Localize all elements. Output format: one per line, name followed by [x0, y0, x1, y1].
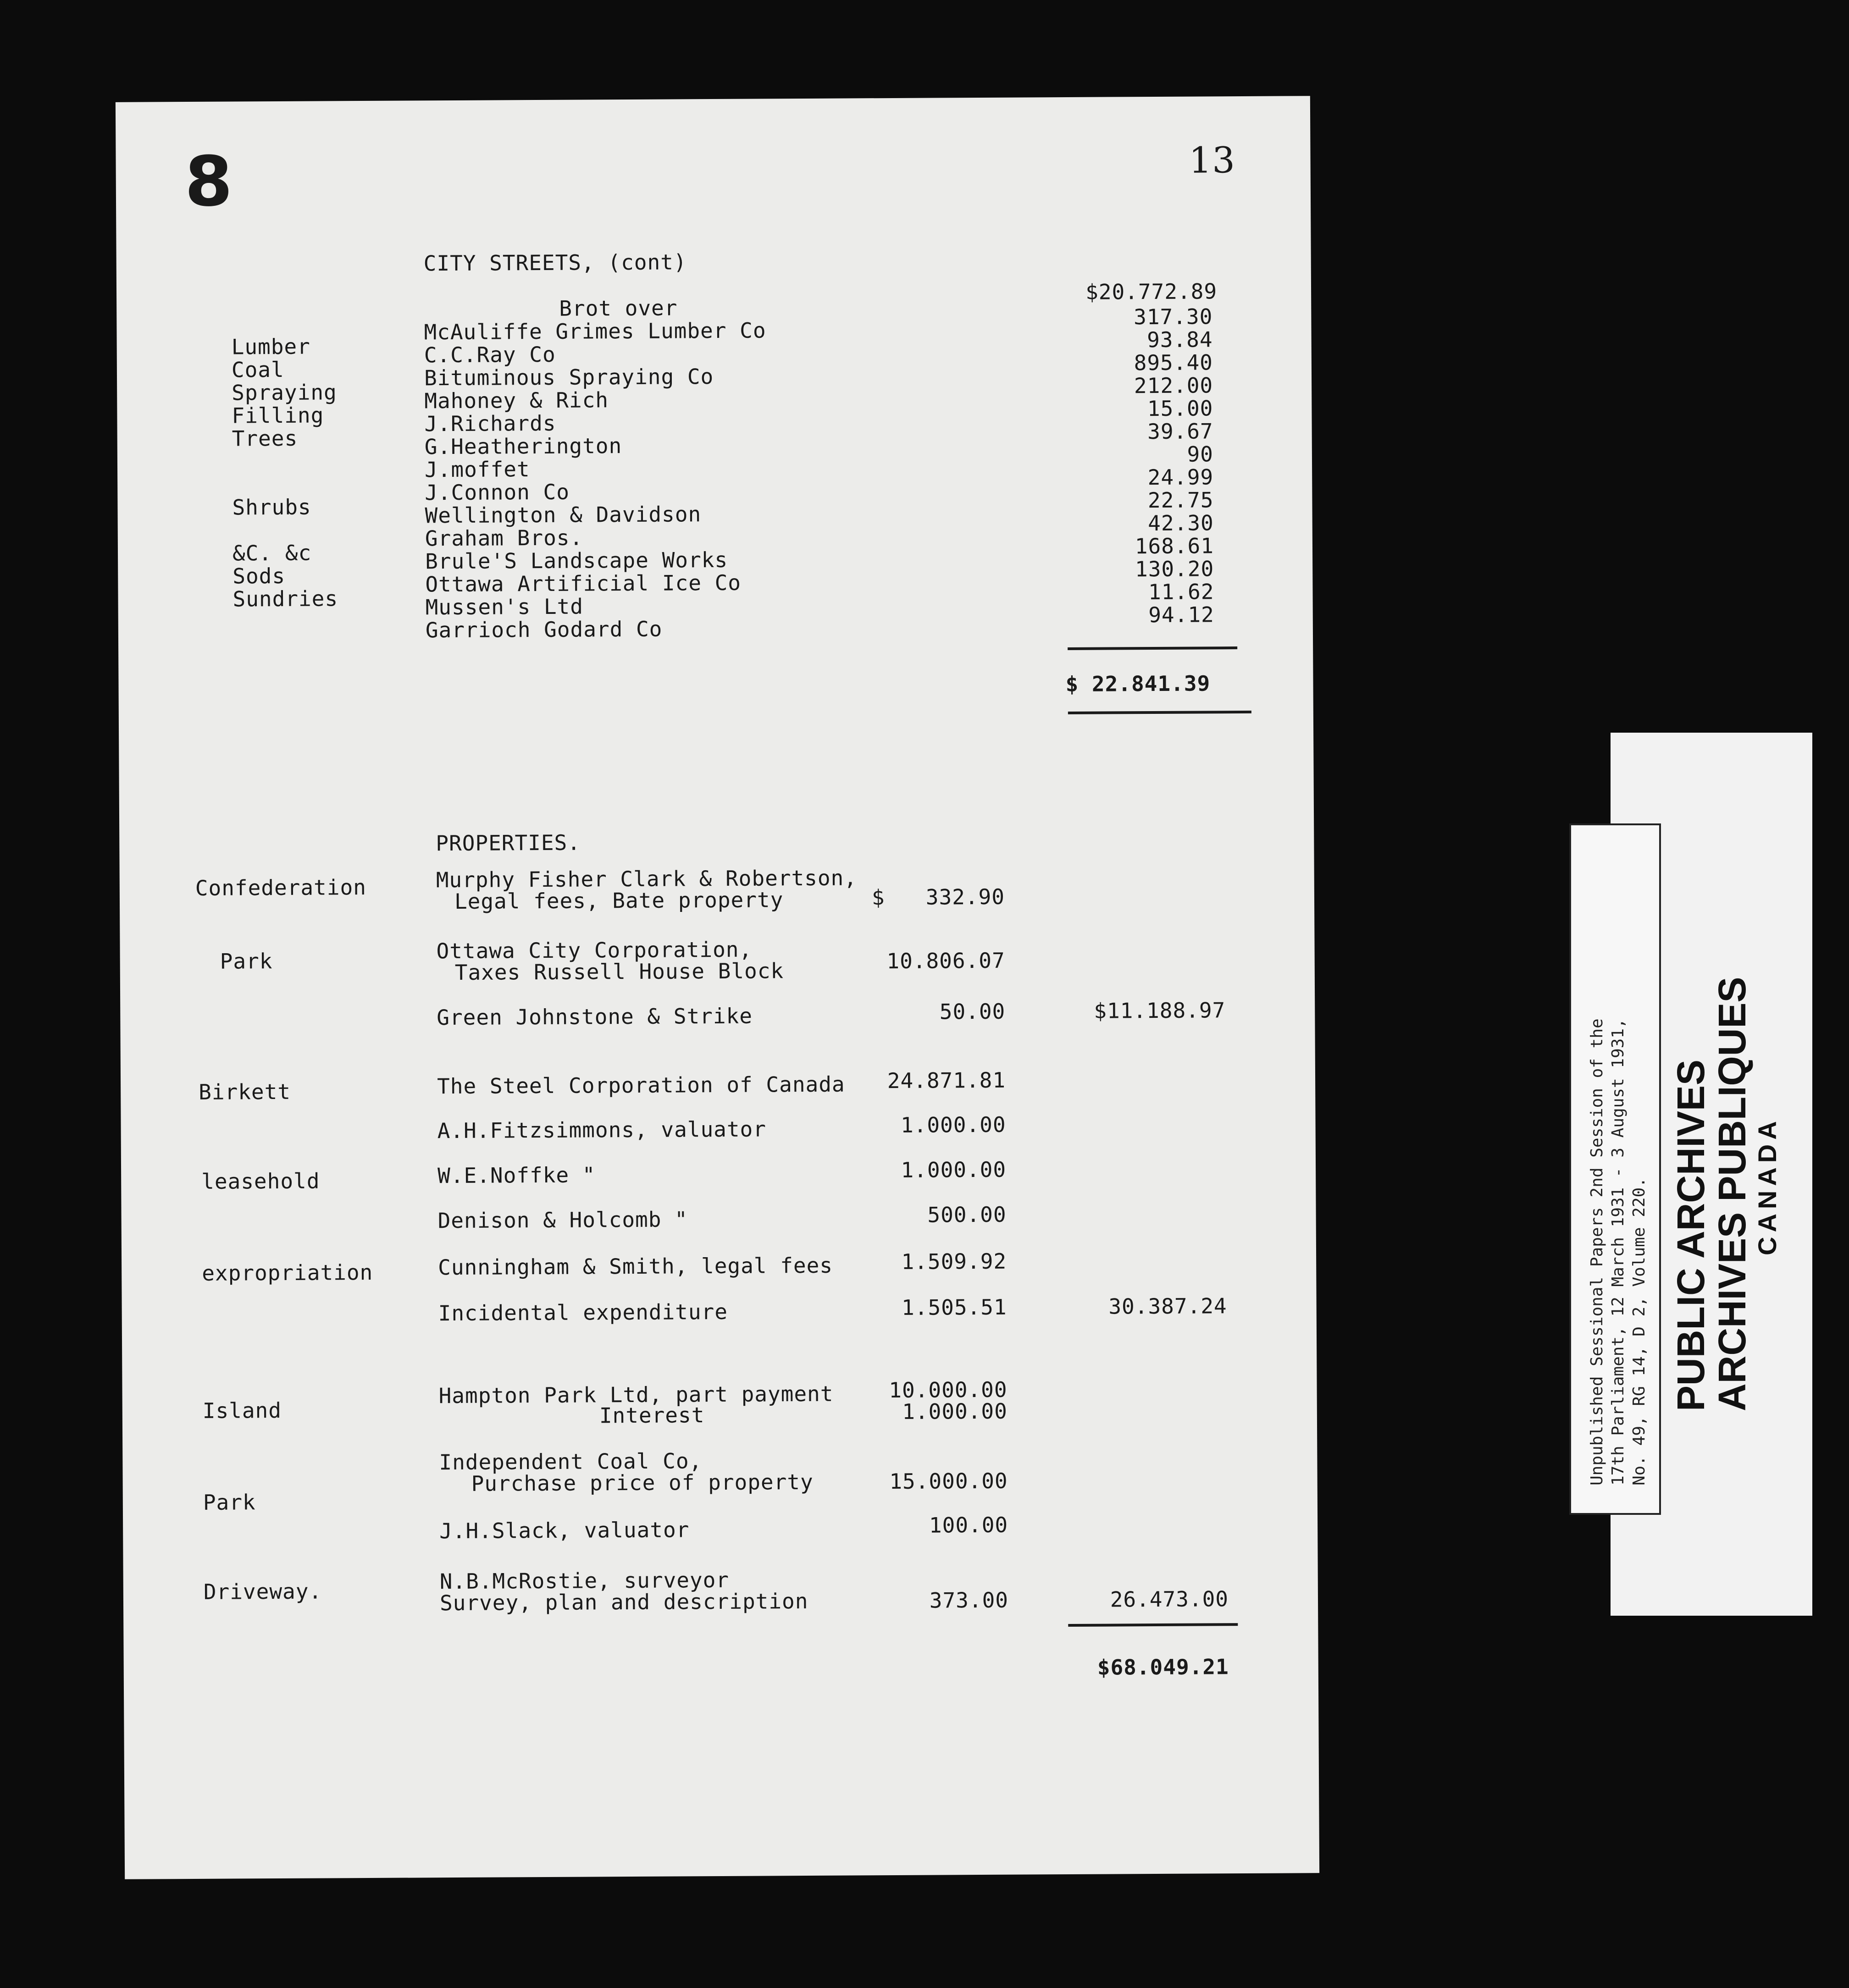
ledger-amount: 42.30 [1148, 510, 1214, 536]
property-item-detail: Survey, plan and description [439, 1588, 808, 1616]
property-item-amount: 10.806.07 [886, 948, 1005, 974]
ledger-amount: 94.12 [1148, 602, 1214, 628]
expropriation-label: expropriation [202, 1259, 373, 1286]
property-item-amount: 100.00 [929, 1512, 1008, 1538]
archive-reference-tab [1569, 823, 1661, 1515]
ledger-amount: 90 [1187, 442, 1214, 467]
property-item-amount: 1.000.00 [902, 1398, 1008, 1424]
ledger-category: Spraying [232, 380, 337, 405]
reference-line: 17th Parliament, 12 March 1931 - 3 August 1931, [1609, 1018, 1628, 1485]
ledger-amount: 39.67 [1147, 419, 1213, 444]
ledger-payee: G.Heatherington [424, 433, 622, 459]
island-park-subtotal: 26.473.00 [1110, 1586, 1229, 1612]
property-item-line: N.B.McRostie, surveyor [439, 1567, 730, 1594]
ledger-amount: 317.30 [1134, 304, 1213, 330]
ledger-amount: 22.75 [1147, 487, 1214, 513]
archive-line-public: PUBLIC ARCHIVES [1669, 1060, 1712, 1411]
ledger-amount: 11.62 [1148, 579, 1214, 605]
property-item-amount: 1.000.00 [901, 1157, 1007, 1182]
archive-line-canada: CANADA [1753, 1116, 1782, 1255]
ledger-category: Coal [231, 357, 284, 382]
property-item-line: W.E.Noffke " [437, 1162, 596, 1188]
ledger-amount: 212.00 [1134, 373, 1213, 398]
property-item-detail: Legal fees, Bate property [454, 887, 784, 914]
property-item-line: Denison & Holcomb " [437, 1207, 688, 1233]
island-label: Island [202, 1397, 282, 1423]
property-item-amount: 1.000.00 [900, 1112, 1006, 1138]
property-item-amount: 15.000.00 [889, 1468, 1008, 1494]
driveway-label: Driveway. [203, 1579, 322, 1604]
property-item-line: A.H.Fitzsimmons, valuator [437, 1116, 767, 1143]
property-item-line: Green Johnstone & Strike [437, 1003, 753, 1030]
ledger-payee: Graham Bros. [425, 525, 583, 551]
property-item-line: Hampton Park Ltd, part payment [438, 1381, 834, 1408]
ledger-payee: Garrioch Godard Co [425, 616, 663, 643]
property-item-amount: 50.00 [939, 999, 1006, 1024]
city-streets-heading: CITY STREETS, (cont) [423, 249, 687, 276]
property-item-line: Interest [599, 1403, 705, 1428]
city-streets-double-rule [1068, 711, 1251, 714]
reference-line: No. 49, RG 14, D 2, Volume 220. [1630, 1177, 1649, 1485]
confederation-label: Confederation [195, 875, 367, 900]
ledger-category: Filling [232, 403, 324, 428]
document-page [116, 96, 1319, 1879]
ledger-payee: J.Connon Co [425, 479, 570, 505]
ledger-category: Sods [233, 563, 286, 589]
property-item-line: Incidental expenditure [438, 1299, 728, 1326]
property-item-amount: 1.505.51 [901, 1294, 1007, 1320]
island-park-label: Park [203, 1490, 256, 1515]
birkett-label: Birkett [199, 1079, 291, 1104]
ledger-category: Trees [232, 425, 298, 451]
ledger-category: Shrubs [232, 494, 311, 520]
reference-line: Unpublished Sessional Papers 2nd Session of the [1588, 1018, 1606, 1485]
property-item-line: Cunningham & Smith, legal fees [438, 1253, 833, 1280]
ledger-amount: 93.84 [1146, 327, 1213, 353]
currency-symbol: $ [871, 885, 885, 910]
ledger-payee: Wellington & Davidson [425, 502, 702, 528]
archive-line-publiques: ARCHIVES PUBLIQUES [1711, 977, 1754, 1411]
brought-over-amount: $20.772.89 [1085, 279, 1218, 304]
ledger-payee: McAuliffe Grimes Lumber Co [424, 318, 766, 345]
property-item-detail: Purchase price of property [471, 1469, 814, 1496]
property-item-amount: 373.00 [929, 1587, 1009, 1613]
ledger-payee: J.Richards [424, 410, 556, 436]
properties-heading: PROPERTIES. [436, 830, 581, 856]
ledger-amount: 130.20 [1135, 556, 1214, 582]
property-item-line: J.H.Slack, valuator [439, 1517, 690, 1544]
ledger-payee: Ottawa Artificial Ice Co [425, 570, 742, 597]
ledger-payee: C.C.Ray Co [424, 342, 556, 368]
property-item-amount: 332.90 [925, 884, 1005, 910]
property-item-amount: 1.509.92 [901, 1248, 1007, 1274]
brought-over-label: Brot over [559, 295, 678, 321]
ledger-payee: Brule'S Landscape Works [425, 547, 728, 574]
city-streets-total: $ 22.841.39 [1065, 671, 1211, 697]
property-item-line: The Steel Corporation of Canada [437, 1071, 845, 1099]
ledger-payee: Bituminous Spraying Co [424, 364, 714, 391]
property-item-detail: Taxes Russell House Block [454, 958, 784, 985]
left-page-mark: 8 [184, 142, 233, 222]
grand-total-rule [1068, 1623, 1238, 1627]
ledger-amount: 168.61 [1135, 533, 1214, 559]
ledger-amount: 24.99 [1147, 464, 1214, 490]
property-item-amount: 10.000.00 [889, 1377, 1008, 1403]
leasehold-label: leasehold [201, 1168, 320, 1194]
ledger-amount: 15.00 [1147, 396, 1213, 421]
ledger-payee: Mahoney & Rich [424, 387, 609, 414]
ledger-category: Sundries [233, 586, 338, 612]
grand-total: $68.049.21 [1097, 1654, 1229, 1680]
city-streets-total-rule [1068, 646, 1237, 650]
property-item-line: Murphy Fisher Clark & Robertson, [436, 865, 858, 893]
birkett-subtotal: 30.387.24 [1108, 1293, 1227, 1319]
page-number: 13 [1189, 140, 1236, 182]
property-item-amount: 24.871.81 [887, 1067, 1006, 1093]
ledger-category: Lumber [231, 334, 310, 359]
ledger-amount: 895.40 [1134, 350, 1213, 376]
confederation-park-label: Park [220, 949, 273, 974]
ledger-payee: Mussen's Ltd [425, 594, 584, 620]
confederation-subtotal: $11.188.97 [1094, 998, 1226, 1023]
ledger-category: &C. &c [232, 540, 312, 566]
property-item-line: Independent Coal Co, [439, 1448, 703, 1475]
ledger-payee: J.moffet [424, 457, 530, 482]
property-item-line: Ottawa City Corporation, [436, 937, 753, 964]
property-item-amount: 500.00 [927, 1202, 1007, 1227]
